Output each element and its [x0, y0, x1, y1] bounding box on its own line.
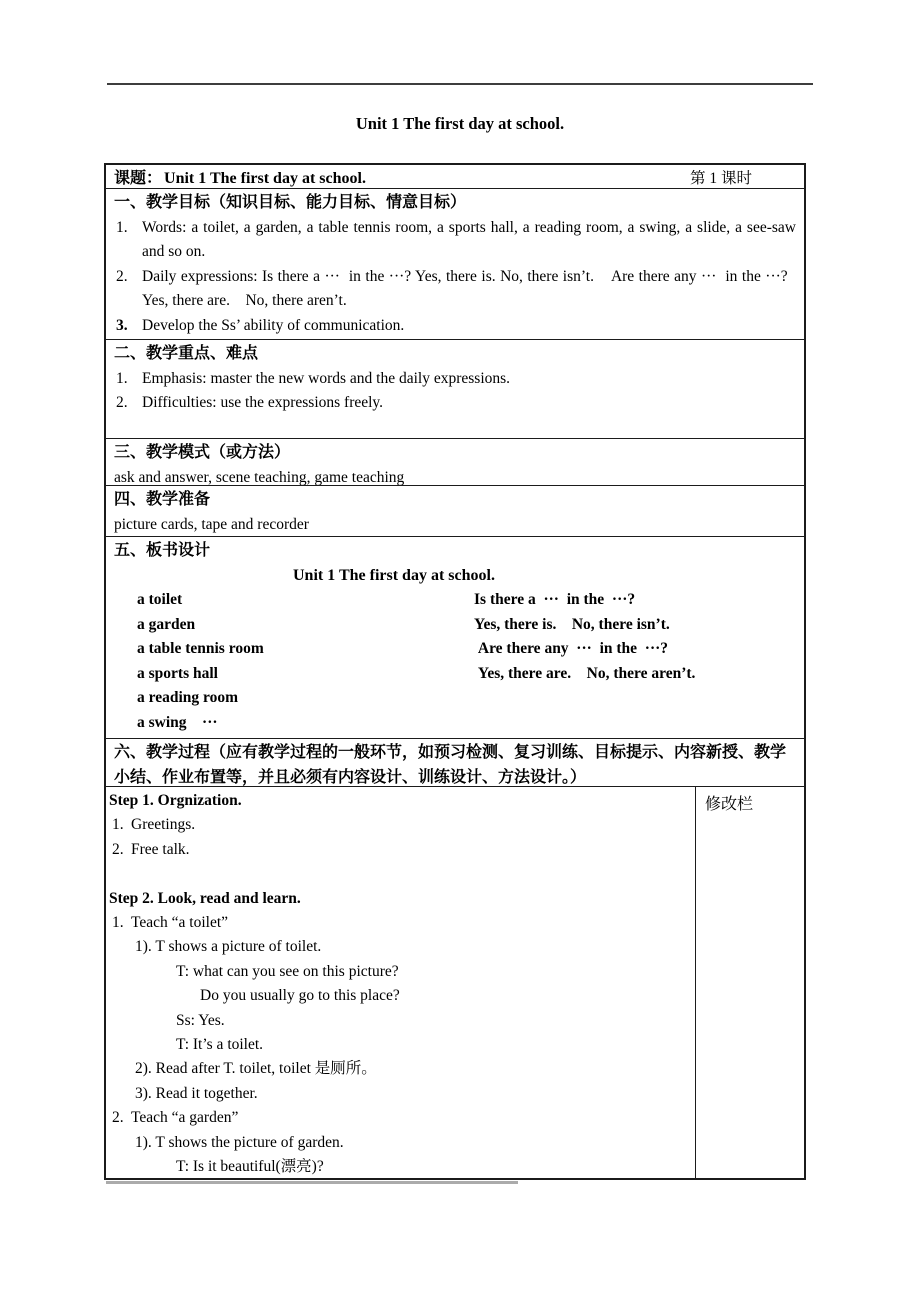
objective-item — [114, 314, 796, 339]
board-expression: Is there a ··· in the ···? — [474, 591, 636, 608]
item-number: 3. — [116, 316, 128, 334]
blank-line — [109, 862, 687, 886]
section-6-heading: 六、教学过程（应有教学过程的一般环节，如预习检测、复习训练、目标提示、内容新授、教学小结、作业布置等，并且必须有内容设计、训练设计、方法设计。） — [114, 744, 787, 786]
step-heading: Step 1. Orgnization. — [109, 792, 242, 809]
lesson-period: 第 1 课时 — [689, 169, 752, 187]
board-row — [114, 711, 796, 736]
board-row — [114, 613, 796, 638]
item-number: 1. — [116, 218, 128, 236]
item-number: 2. — [116, 394, 128, 411]
item-text: Greetings. — [131, 816, 196, 834]
objective-item — [114, 216, 796, 265]
step-subitem: 1). T shows a picture of toilet. — [135, 938, 322, 956]
board-word: a toilet — [137, 591, 183, 608]
step-subitem: 3). Read it together. — [135, 1084, 258, 1102]
item-text: Teach “a toilet” — [131, 914, 229, 932]
teaching-preparation-text: picture cards, tape and recorder — [114, 515, 309, 533]
board-word: a garden — [137, 615, 196, 633]
section-teaching-process-heading — [106, 739, 804, 787]
dialogue-line: Do you usually go to this place? — [200, 987, 400, 1005]
section-teaching-objectives — [106, 189, 804, 340]
item-number: 2. — [116, 267, 128, 285]
step-item — [109, 911, 687, 935]
key-point-item — [114, 391, 796, 416]
item-text: Emphasis: master the new words and the daily expressions. — [142, 369, 511, 387]
dialogue-line: T: It’s a toilet. — [176, 1036, 264, 1054]
section-teaching-method — [106, 439, 804, 486]
item-number: 1. — [112, 914, 124, 932]
item-text: Develop the Ss’ ability of communication. — [142, 316, 405, 334]
board-word: a reading room — [137, 689, 239, 706]
step-subitem: 1). T shows the picture of garden. — [135, 1133, 344, 1151]
item-text: Words: a toilet, a garden, a table tennis room, a sports hall, a reading room, a swing, a slide, a see-saw and so on. — [142, 218, 796, 260]
step-subitem: 2). Read after T. toilet, toilet 是厕所。 — [135, 1060, 377, 1078]
step-item — [109, 813, 687, 837]
key-point-item — [114, 367, 796, 392]
board-word: a table tennis room — [137, 640, 264, 657]
item-text: Daily expressions: Is there a ··· in the ···? Yes, there is. No, there isn’t. Are there any ··· in the ···? Yes, there are. No, there aren’t. — [142, 267, 796, 309]
document-title: Unit 1 The first day at school. — [355, 114, 565, 133]
clipped-text-artifact — [106, 1181, 518, 1184]
dialogue-line: Ss: Yes. — [176, 1011, 225, 1029]
teaching-steps-cell — [106, 787, 696, 1178]
lesson-title-label: 课题： — [114, 170, 163, 187]
item-number: 2. — [112, 1109, 124, 1127]
board-expression: Are there any ··· in the ···? — [474, 640, 669, 657]
section-4-heading: 四、教学准备 — [114, 491, 211, 508]
teaching-method-text: ask and answer, scene teaching, game teaching — [114, 468, 405, 486]
board-row — [114, 686, 796, 711]
board-word: a sports hall — [137, 664, 218, 682]
section-3-heading: 三、教学模式（或方法） — [114, 444, 291, 461]
section-board-design — [106, 537, 804, 739]
item-number: 1. — [116, 369, 128, 387]
section-5-heading: 五、板书设计 — [114, 542, 211, 559]
revision-column-label: 修改栏 — [705, 796, 754, 813]
dialogue-line: T: what can you see on this picture? — [176, 962, 399, 980]
section-teaching-preparation — [106, 486, 804, 537]
step-heading: Step 2. Look, read and learn. — [109, 889, 301, 907]
teaching-process-row — [106, 787, 804, 1178]
item-number: 1. — [112, 816, 124, 834]
item-text: Free talk. — [131, 840, 190, 858]
board-expression — [474, 711, 796, 736]
lesson-title — [114, 165, 366, 188]
section-1-heading: 一、教学目标（知识目标、能力目标、情意目标） — [114, 194, 467, 211]
lesson-plan-table — [104, 163, 806, 1180]
board-word: a swing ··· — [137, 713, 218, 731]
objective-item — [114, 265, 796, 314]
board-row — [114, 637, 796, 662]
item-number: 2. — [112, 840, 124, 858]
lesson-title-row — [106, 165, 804, 189]
item-text: Difficulties: use the expressions freely. — [142, 394, 384, 411]
lesson-title-text: Unit 1 The first day at school. — [164, 170, 366, 187]
board-expression: Yes, there are. No, there aren’t. — [474, 664, 696, 682]
board-row — [114, 588, 796, 613]
header-rule — [107, 83, 813, 85]
board-title: Unit 1 The first day at school. — [293, 566, 495, 584]
board-expression — [474, 686, 796, 711]
section-key-difficult-points — [106, 340, 804, 439]
step-item — [109, 1106, 687, 1130]
board-row — [114, 662, 796, 687]
dialogue-line: T: Is it beautiful(漂亮)? — [176, 1158, 324, 1176]
item-text: Teach “a garden” — [131, 1109, 239, 1127]
board-expression: Yes, there is. No, there isn’t. — [474, 615, 670, 633]
step-item — [109, 838, 687, 862]
revision-column-cell — [696, 787, 804, 1178]
section-2-heading: 二、教学重点、难点 — [114, 345, 259, 362]
